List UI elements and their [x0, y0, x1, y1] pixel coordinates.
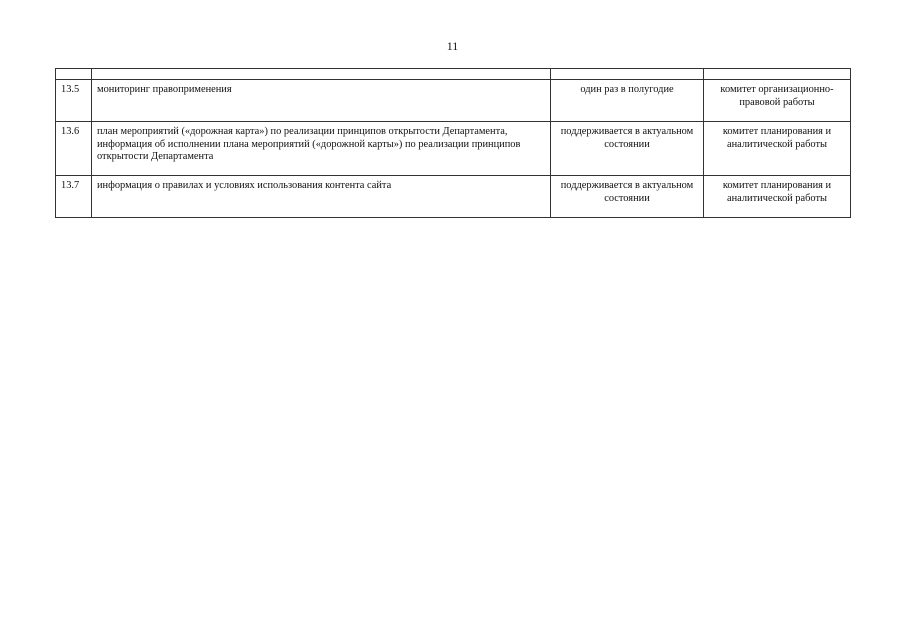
item-description: информация о правилах и условиях использования контента сайта: [92, 176, 551, 218]
item-number: 13.7: [56, 176, 92, 218]
table-cell: [92, 69, 551, 80]
table-cell: [704, 69, 851, 80]
table-row: [56, 176, 851, 218]
table-row: [56, 122, 851, 176]
item-description: мониторинг правоприменения: [92, 80, 551, 122]
document-table: [55, 68, 851, 218]
table-continuation-row: [56, 69, 851, 80]
page-number: 11: [446, 39, 459, 53]
table-cell: [551, 69, 704, 80]
item-frequency: поддерживается в актуальном состоянии: [551, 176, 704, 218]
item-frequency: поддерживается в актуальном состоянии: [551, 122, 704, 176]
item-frequency: один раз в полугодие: [551, 80, 704, 122]
table-cell: [56, 69, 92, 80]
item-number: 13.5: [56, 80, 92, 122]
table-row: [56, 80, 851, 122]
item-responsible: комитет организационно-правовой работы: [704, 80, 851, 122]
item-responsible: комитет планирования и аналитической работы: [704, 176, 851, 218]
item-number: 13.6: [56, 122, 92, 176]
item-description: план мероприятий («дорожная карта») по реализации принципов открытости Департамента, информация об исполнении плана мероприятий («дорожной карты») по реализации принципов открытости Департамента: [92, 122, 551, 176]
item-responsible: комитет планирования и аналитической работы: [704, 122, 851, 176]
